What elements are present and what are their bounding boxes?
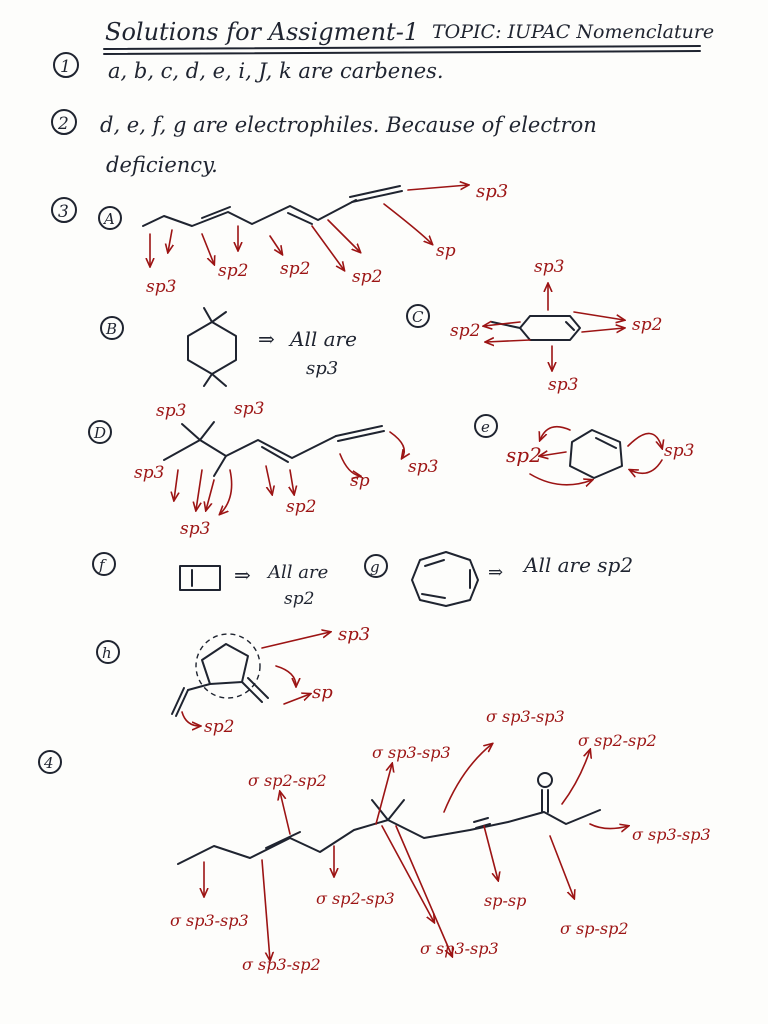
statement-b-line-2: sp3 [306,358,339,379]
label-c-left: sp2 [450,321,481,341]
part-label-d: D [94,424,107,442]
arrow-d-3 [206,480,214,510]
arrow-a-top [408,185,468,190]
molecule-g-double-3 [422,594,445,598]
label-d-sp3-right: sp3 [408,457,439,477]
arrow-4-11 [562,750,590,804]
label-h-sp2: sp2 [204,717,235,737]
molecule-d-chain [164,436,336,460]
arrow-h-alkyne [276,666,296,686]
arrow-h-top [262,632,330,648]
molecule-4-methyl-2 [388,800,404,820]
arrow-c-left-2 [486,340,530,342]
arrow-c-left-1 [484,322,520,326]
arrow-g: ⇒ [488,562,504,583]
arrow-e-5 [630,460,662,473]
arrow-c-right-2 [582,328,624,332]
statement-b-line-1: All are [290,327,357,351]
title-underline [104,46,700,49]
arrow-4-7 [396,826,452,956]
arrow-4-2 [262,860,270,960]
molecule-h-dashed-ring [196,634,260,698]
molecule-b-methyl-1 [204,308,212,322]
molecule-g-double-1 [425,560,444,566]
label-a-sp2-1: sp2 [218,261,249,281]
part-label-h: h [102,644,112,662]
arrow-d-4 [220,470,232,514]
bond-label-3: σ sp2-sp2 [248,771,327,790]
bond-label-2: σ sp3-sp2 [242,955,321,974]
molecule-d-methyl-3 [214,456,226,476]
label-d-bottom: sp3 [180,519,211,539]
bond-label-7: σ sp3-sp3 [486,707,565,726]
molecule-b-methyl-4 [212,374,226,386]
part-label-e: e [481,418,490,436]
label-a-sp2-3: sp2 [352,267,383,287]
arrow-4-3 [280,792,290,834]
answer-1-text: a, b, c, d, e, i, J, k are carbenes. [108,59,444,83]
bond-label-10: σ sp2-sp2 [578,731,657,750]
label-a-top: sp3 [476,181,509,202]
bond-label-5: σ sp3-sp3 [372,743,451,762]
arrow-c-right-1 [574,312,624,320]
question-number-2: 2 [58,114,69,134]
label-c-top: sp3 [534,257,565,277]
arrow-a-6 [312,226,344,270]
arrow-e-1 [540,427,570,440]
answer-2-line-1: d, e, f, g are electrophiles. Because of electron [100,113,597,137]
molecule-h-ring [202,644,248,684]
statement-g: All are sp2 [524,553,634,577]
page-topic: TOPIC: IUPAC Nomenclature [432,21,715,43]
part-label-b: B [106,320,118,338]
molecule-d-triple-1 [336,426,382,436]
label-d-sp2: sp2 [286,497,317,517]
title-underline-2 [104,51,700,54]
label-a-sp: sp [436,241,456,261]
arrow-b: ⇒ [258,327,275,351]
arrow-a-2 [168,230,172,252]
arrow-d-5 [266,466,272,494]
part-label-f: f [99,556,105,574]
molecule-h-alkyne-1 [242,682,262,702]
arrow-d-2 [196,470,202,510]
label-c-bottom: sp3 [548,375,579,395]
question-number-4: 4 [44,754,54,772]
bond-label-4: σ sp2-sp3 [316,889,395,908]
arrow-a-3 [202,234,214,264]
molecule-d-methyl-1 [182,424,200,440]
part-label-a: A [104,210,115,228]
molecule-h-alkyne-2 [248,678,268,698]
question-number-3: 3 [58,202,69,222]
label-e-right: sp3 [664,441,695,461]
arrow-a-7 [328,220,360,252]
molecule-d-methyl-2 [200,422,214,440]
arrow-d-8 [390,432,404,458]
arrow-4-8 [444,744,492,812]
label-h-sp: sp [312,682,333,703]
answer-2-line-2: deficiency. [106,153,218,177]
molecule-4-oxygen [538,773,552,787]
molecule-a-chain [143,200,356,226]
arrow-d-1 [174,470,178,500]
bond-label-9: σ sp-sp2 [560,919,629,938]
bond-label-6: σ sp3-sp3 [420,939,499,958]
bond-label-11: σ sp3-sp3 [632,825,711,844]
label-a-sp2-2: sp2 [280,259,311,279]
molecule-b-ring [188,322,236,374]
label-d-left: sp3 [134,463,165,483]
label-d-top-2: sp3 [234,399,265,419]
page-title: Solutions for Assigment-1 [105,18,420,46]
molecule-d-triple-2 [338,431,384,441]
molecule-a-triple-2 [352,191,402,202]
arrow-4-10 [550,836,574,898]
arrow-e-3 [530,474,592,485]
part-label-g: g [370,558,380,576]
label-h-top: sp3 [338,624,371,645]
arrow-a-8 [384,204,432,244]
molecule-f-ring [180,566,220,590]
arrow-e-2 [540,452,566,456]
arrow-h-vinyl [182,712,200,726]
arrow-f: ⇒ [234,563,251,587]
arrow-d-6 [290,470,294,494]
bond-label-1: σ sp3-sp3 [170,911,249,930]
label-d-sp: sp [350,471,370,491]
arrow-4-9 [484,826,498,880]
label-d-top-1: sp3 [156,401,187,421]
statement-f-line-1: All are [268,562,329,583]
molecule-c-double [566,322,574,330]
arrow-h-sp [284,694,310,704]
statement-f-line-2: sp2 [284,589,315,609]
arrow-4-12 [590,824,628,829]
bond-label-8: sp-sp [484,891,527,910]
molecule-b-methyl-3 [204,374,212,386]
arrow-e-4 [628,433,662,448]
question-number-1: 1 [60,57,71,77]
part-label-c: C [412,308,424,326]
molecule-a-triple-1 [350,186,400,197]
label-a-sp3: sp3 [146,277,177,297]
label-c-right: sp2 [632,315,663,335]
label-e-left: sp2 [506,443,542,467]
molecule-4-triple-tick-1 [474,818,488,822]
molecule-b-methyl-2 [212,312,226,322]
arrow-a-5 [270,236,282,254]
